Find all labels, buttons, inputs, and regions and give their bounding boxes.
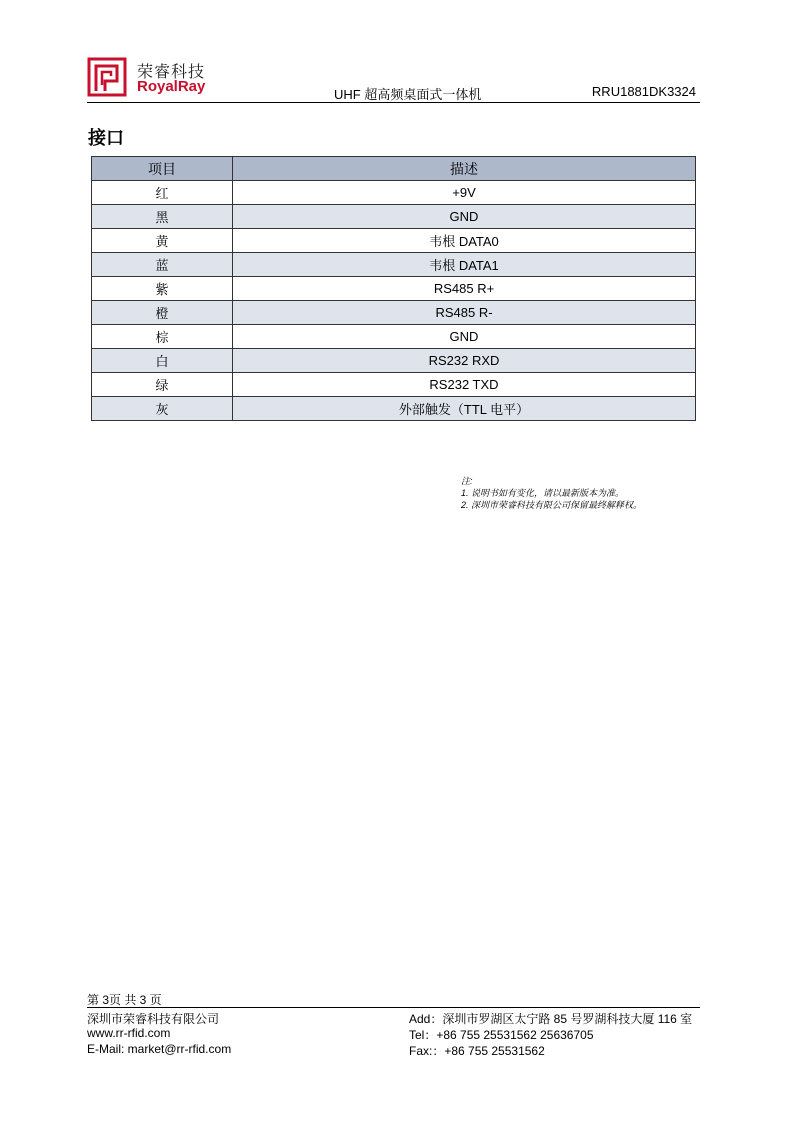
wire-description: RS232 RXD	[233, 349, 696, 373]
column-header-description: 描述	[233, 157, 696, 181]
royalray-logo-icon	[87, 57, 127, 97]
wire-color: 橙	[92, 301, 233, 325]
wire-description: GND	[233, 205, 696, 229]
footer-email: E-Mail: market@rr-rfid.com	[87, 1042, 232, 1056]
wire-description: 韦根 DATA0	[233, 229, 696, 253]
note-item: 2. 深圳市荣睿科技有限公司保留最终解释权。	[461, 500, 643, 510]
wire-color: 灰	[92, 397, 233, 421]
table-row	[92, 301, 696, 325]
table-row	[92, 397, 696, 421]
note-item: 1. 说明书如有变化，请以最新版本为准。	[461, 488, 625, 498]
footer-fax: Fax:：+86 755 25531562	[409, 1044, 545, 1058]
interface-table	[91, 156, 696, 421]
notes	[461, 475, 642, 511]
wire-color: 绿	[92, 373, 233, 397]
brand-name-cn: 荣睿科技	[137, 64, 206, 81]
wire-color: 黑	[92, 205, 233, 229]
wire-color: 棕	[92, 325, 233, 349]
table-row	[92, 349, 696, 373]
table-row	[92, 277, 696, 301]
column-header-item: 项目	[92, 157, 233, 181]
footer-company: 深圳市荣睿科技有限公司	[87, 1012, 220, 1026]
wire-description: 外部触发（TTL 电平）	[233, 397, 696, 421]
wire-description: RS232 TXD	[233, 373, 696, 397]
footer-divider	[87, 1007, 700, 1008]
page-number: 第 3页 共 3 页	[87, 993, 162, 1007]
table-header-row	[92, 157, 696, 181]
table-row	[92, 229, 696, 253]
wire-color: 白	[92, 349, 233, 373]
wire-description: 韦根 DATA1	[233, 253, 696, 277]
footer-tel: Tel：+86 755 25531562 25636705	[409, 1028, 594, 1042]
footer-address: Add：深圳市罗湖区太宁路 85 号罗湖科技大厦 116 室	[409, 1012, 693, 1026]
wire-description: +9V	[233, 181, 696, 205]
table-row	[92, 253, 696, 277]
footer-website: www.rr-rfid.com	[87, 1026, 171, 1040]
table-row	[92, 373, 696, 397]
table-row	[92, 181, 696, 205]
header-divider	[87, 102, 700, 103]
document-title: UHF 超高频桌面式一体机	[334, 87, 482, 102]
model-number: RRU1881DK3324	[591, 84, 696, 99]
wire-description: RS485 R+	[233, 277, 696, 301]
wire-description: GND	[233, 325, 696, 349]
table-row	[92, 205, 696, 229]
wire-color: 紫	[92, 277, 233, 301]
wire-description: RS485 R-	[233, 301, 696, 325]
wire-color: 蓝	[92, 253, 233, 277]
notes-label: 注:	[461, 476, 473, 486]
wire-color: 黄	[92, 229, 233, 253]
table-row	[92, 325, 696, 349]
brand-name-en: RoyalRay	[137, 78, 206, 95]
section-title: 接口	[88, 128, 124, 148]
wire-color: 红	[92, 181, 233, 205]
